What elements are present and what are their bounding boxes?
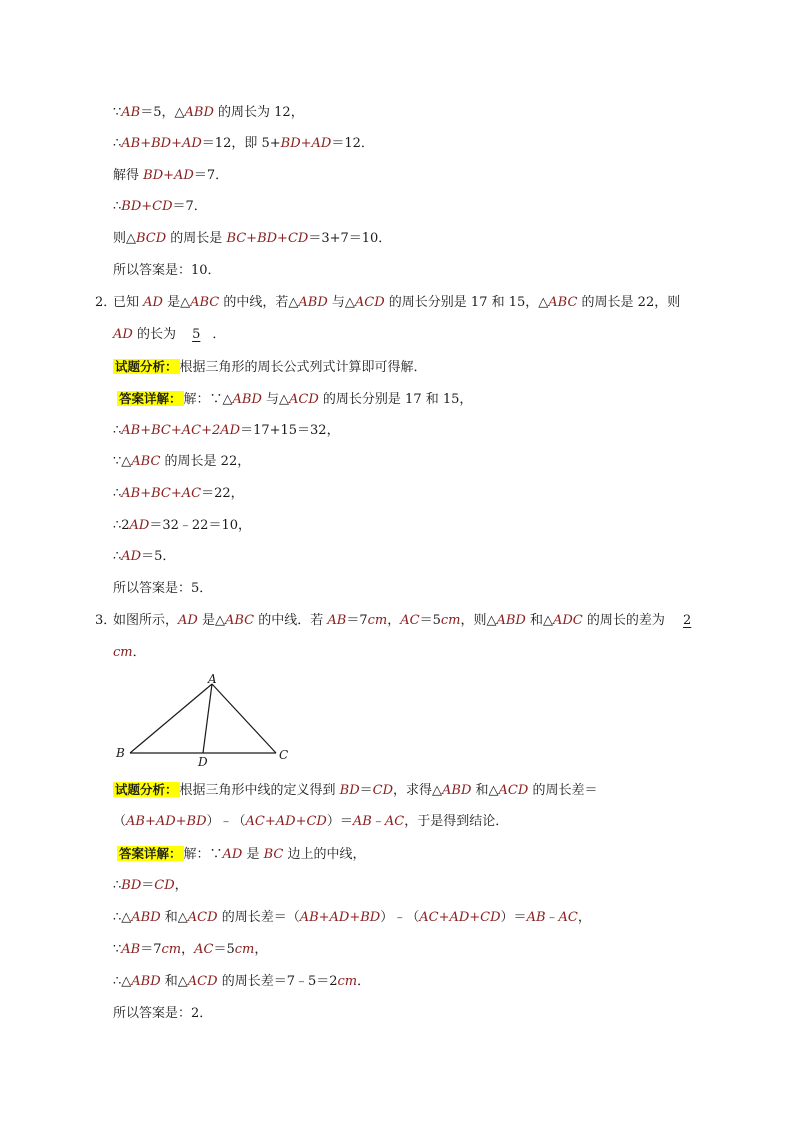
- prev-line-3: 解得 BD+AD＝7．: [113, 168, 229, 183]
- vertex-b-label: B: [116, 746, 125, 760]
- point-d-label: D: [198, 755, 208, 768]
- q3-solution-line-2: ∴BD＝CD，: [113, 878, 188, 893]
- q2-solution-line-2: ∴AB+BC+AC+2AD＝17+15＝32，: [113, 423, 340, 438]
- q3-solution-line-1: 答案详解： 解：∵AD 是 BC 边上的中线，: [119, 846, 366, 862]
- q2-stem-line-2: AD 的长为 5 ．: [113, 327, 226, 342]
- solution-label: 答案详解：: [119, 846, 182, 861]
- q3-number: 3．: [95, 613, 117, 628]
- triangle-svg: [112, 668, 296, 768]
- prev-answer: 所以答案是：10．: [113, 263, 221, 278]
- side-ab: [130, 684, 212, 753]
- prev-line-5: 则△BCD 的周长是 BC+BD+CD＝3+7＝10．: [113, 231, 392, 246]
- q3-solution-line-4: ∵AB＝7cm，AC＝5cm，: [113, 942, 268, 957]
- q3-solution-line-3: ∴△ABD 和△ACD 的周长差＝（AB+AD+BD）﹣（AC+AD+CD）＝AB﹣AC，: [113, 910, 591, 925]
- q3-stem-line-2: cm．: [113, 645, 146, 660]
- q3-stem-line-1: 3．如图所示，AD 是△ABC 的中线．若 AB＝7cm，AC＝5cm，则△ABD 和△ADC 的周长的差为 2: [95, 613, 692, 628]
- q2-solution-line-6: ∴AD＝5．: [113, 549, 176, 564]
- q3-solution-line-5: ∴△ABD 和△ACD 的周长差＝7﹣5＝2cm．: [113, 974, 371, 989]
- q2-solution-line-3: ∵△ABC 的周长是 22，: [113, 454, 251, 469]
- q2-solution-line-1: 答案详解： 解：∵△ABD 与△ACD 的周长分别是 17 和 15，: [119, 391, 473, 407]
- q3-answer-blank: 2: [683, 613, 692, 628]
- vertex-c-label: C: [279, 748, 289, 762]
- prev-line-2: ∴AB+BD+AD＝12，即 5+BD+AD＝12．: [113, 136, 374, 151]
- analysis-label: 试题分析：: [115, 359, 178, 374]
- triangle-figure: [112, 668, 296, 768]
- q2-answer-blank: 5: [192, 327, 201, 342]
- q2-solution-line-4: ∴AB+BC+AC＝22，: [113, 486, 244, 501]
- prev-line-1: ∵AB＝5，△ABD 的周长为 12，: [113, 105, 304, 120]
- vertex-a-label: A: [208, 672, 217, 686]
- q2-analysis: 试题分析： 根据三角形的周长公式列式计算即可得解．: [115, 359, 427, 375]
- q3-analysis-line-1: 试题分析： 根据三角形中线的定义得到 BD＝CD，求得△ABD 和△ACD 的周长差＝: [115, 782, 598, 798]
- q2-stem-line-1: 2．已知 AD 是△ABC 的中线，若△ABD 与△ACD 的周长分别是 17 和 15，△ABC 的周长是 22，则: [95, 295, 681, 310]
- q2-answer: 所以答案是：5．: [113, 581, 213, 596]
- solution-label: 答案详解：: [119, 391, 182, 406]
- analysis-label: 试题分析：: [115, 782, 178, 797]
- q2-solution-line-5: ∴2AD＝32﹣22＝10，: [113, 518, 251, 533]
- median-ad: [203, 684, 212, 753]
- q3-analysis-line-2: （AB+AD+BD）﹣（AC+AD+CD）＝AB﹣AC，于是得到结论．: [113, 814, 509, 829]
- q2-number: 2．: [95, 295, 117, 310]
- side-ac: [212, 684, 276, 753]
- prev-line-4: ∴BD+CD＝7．: [113, 199, 207, 214]
- q3-answer: 所以答案是：2．: [113, 1006, 213, 1021]
